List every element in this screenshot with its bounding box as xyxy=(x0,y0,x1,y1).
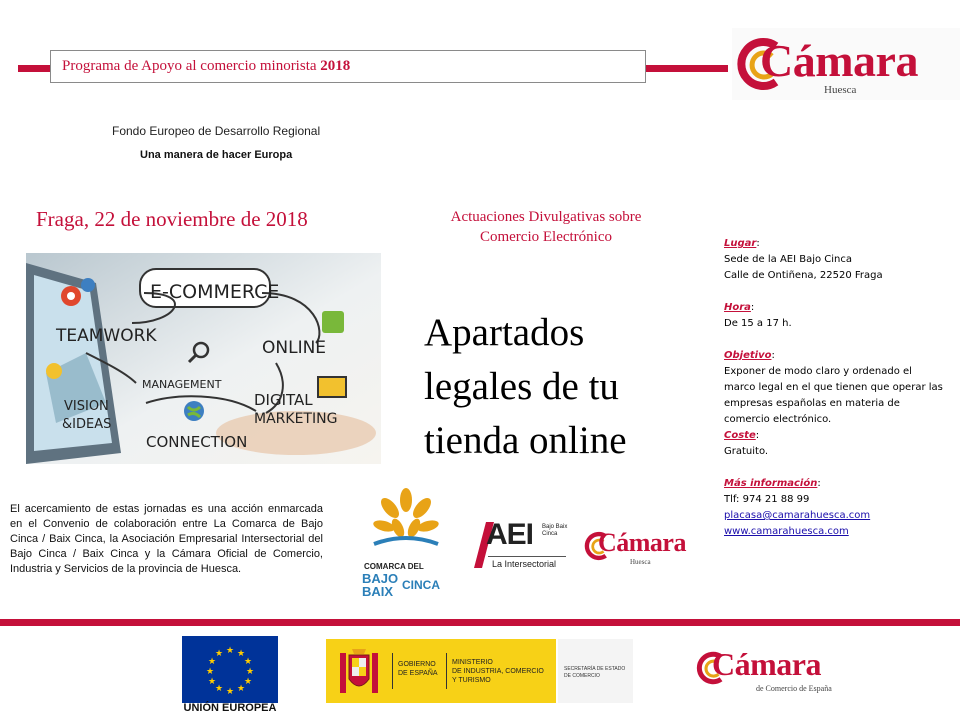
ecom-word-marketing: MARKETING xyxy=(254,411,338,427)
event-title-line3: tienda online xyxy=(424,419,627,462)
comarca-line2: BAJO xyxy=(362,571,399,586)
ecom-word-digital: DIGITAL xyxy=(254,391,313,409)
comarca-line4: BAIX xyxy=(362,584,394,599)
svg-text:★: ★ xyxy=(225,687,235,697)
aei-sub: La Intersectorial xyxy=(492,559,557,569)
ministry-line3: Y TURISMO xyxy=(452,677,491,684)
camara-huesca-sub: Huesca xyxy=(824,84,857,96)
camara-huesca-logo-small xyxy=(584,524,710,570)
camara-huesca-word: Cámara xyxy=(760,35,918,86)
program-header-text: Programa de Apoyo al comercio minorista xyxy=(62,58,317,74)
aei-small-2: Cinca xyxy=(542,531,558,537)
info-telefono: Tlf: 974 21 88 99 xyxy=(724,494,810,505)
info-coste-label: Coste xyxy=(724,430,756,441)
svg-text:★: ★ xyxy=(214,684,224,694)
camara-huesca-sub-small: Huesca xyxy=(630,558,651,566)
spain-coat-of-arms-icon xyxy=(336,645,382,697)
aei-small-1: Bajo Baix xyxy=(542,524,568,530)
svg-text:★: ★ xyxy=(236,684,246,694)
info-lugar-label: Lugar xyxy=(724,238,757,249)
info-lugar-line2: Calle de Ontiñena, 22520 Fraga xyxy=(724,270,883,281)
comarca-line3: CINCA xyxy=(402,578,440,592)
gov-label-1: GOBIERNO xyxy=(398,661,436,668)
body-paragraph: El acercamiento de estas jornadas es una acción enmarcada en el Convenio de colaboración entre La Comarca de Bajo Cinca / Baix Cinca, la Asociación Empresarial Intersectorial del Bajo Cinca / Baix Cinca y la Cámara Oficial de Comercio, Industria y Servicios de la provincia de Huesca. xyxy=(10,503,323,575)
gov-divider-1 xyxy=(392,653,393,689)
ecom-word-vision: VISION xyxy=(64,399,109,414)
info-lugar-line1: Sede de la AEI Bajo Cinca xyxy=(724,254,853,265)
event-title-line1: Apartados xyxy=(424,311,585,354)
eu-stars-icon xyxy=(182,636,278,703)
secretary-line1: SECRETARÍA DE ESTADO xyxy=(564,666,626,672)
svg-text:★: ★ xyxy=(214,649,224,659)
feder-fund-name: Fondo Europeo de Desarrollo Regional xyxy=(112,124,321,138)
aei-logo xyxy=(470,518,568,584)
info-coste: Gratuito. xyxy=(724,446,769,457)
camara-espana-sub: de Comercio de España xyxy=(756,684,832,693)
camara-espana-word: Cámara xyxy=(712,646,821,682)
svg-text:★: ★ xyxy=(245,667,255,677)
ecom-word-connection: CONNECTION xyxy=(146,433,248,451)
ecom-word-ecommerce: E-COMMERCE xyxy=(150,281,280,303)
ministry-line2: DE INDUSTRIA, COMERCIO xyxy=(452,668,544,675)
info-objetivo: Exponer de modo claro y ordenado el marco legal en el que tienen que operar las empresas españolas en materia de comercio electrónico. xyxy=(724,366,943,425)
info-web-link[interactable]: www.camarahuesca.com xyxy=(724,526,849,537)
svg-text:★: ★ xyxy=(243,677,253,687)
event-info: Lugar: Sede de la AEI Bajo Cinca Calle de Ontiñena, 22520 Fraga Hora: De 15 a 17 h. Objetivo: Exponer de modo claro y ordenado el marco legal en el que tienen que operar las empresas españolas en materia de comercio electrónico. Coste: Gratuito. Más información: Tlf: 974 21 88 99 placasa@camarahuesca.com www.camarahuesca.com xyxy=(724,238,943,537)
top-red-bar-right xyxy=(646,65,728,72)
aei-divider xyxy=(488,556,566,557)
program-header-year: 2018 xyxy=(320,58,351,74)
camara-huesca-logo xyxy=(732,28,960,100)
svg-text:★: ★ xyxy=(225,646,235,656)
secretary-line2: DE COMERCIO xyxy=(564,673,600,679)
camara-espana-logo xyxy=(696,646,856,696)
aei-word: AEI xyxy=(486,518,534,551)
top-red-bar-left xyxy=(18,65,50,72)
info-email-link[interactable]: placasa@camarahuesca.com xyxy=(724,510,871,521)
svg-text:★: ★ xyxy=(207,677,217,687)
event-title-line2: legales de tu xyxy=(424,365,619,408)
event-date: Fraga, 22 de noviembre de 2018 xyxy=(36,207,308,231)
ecommerce-illustration xyxy=(26,253,381,464)
event-subtitle-line2: Comercio Electrónico xyxy=(479,229,613,245)
event-subtitle xyxy=(400,207,692,247)
info-mas-label: Más información xyxy=(724,478,818,489)
ecom-word-ideas: &IDEAS xyxy=(62,417,112,432)
ecommerce-illustration-art xyxy=(26,253,381,464)
info-objetivo-label: Objetivo xyxy=(724,350,772,361)
gobierno-espana-logo xyxy=(326,639,633,703)
camara-huesca-word-small: Cámara xyxy=(598,528,686,557)
ecom-word-online: ONLINE xyxy=(262,338,327,358)
eu-flag xyxy=(182,636,278,703)
svg-text:★: ★ xyxy=(207,657,217,667)
event-subtitle-line1: Actuaciones Divulgativas sobre xyxy=(450,209,642,225)
comarca-emblem-icon xyxy=(370,488,442,550)
gov-divider-2 xyxy=(446,653,447,689)
svg-text:★: ★ xyxy=(236,649,246,659)
comarca-line1: COMARCA DEL xyxy=(364,562,424,571)
svg-text:★: ★ xyxy=(205,667,215,677)
event-main-title xyxy=(424,306,704,468)
feder-motto: Una manera de hacer Europa xyxy=(140,149,293,161)
svg-text:★: ★ xyxy=(243,657,253,667)
comarca-logo xyxy=(358,486,454,602)
gov-label-2: DE ESPAÑA xyxy=(398,670,438,677)
bottom-red-bar xyxy=(0,619,960,626)
ecom-word-teamwork: TEAMWORK xyxy=(56,326,157,346)
eu-label: UNIÓN EUROPEA xyxy=(183,702,277,714)
ministry-line1: MINISTERIO xyxy=(452,659,493,666)
info-hora-label: Hora xyxy=(724,302,751,313)
ecom-word-management: MANAGEMENT xyxy=(142,378,222,391)
info-hora: De 15 a 17 h. xyxy=(724,318,792,329)
program-header-title xyxy=(62,58,350,75)
